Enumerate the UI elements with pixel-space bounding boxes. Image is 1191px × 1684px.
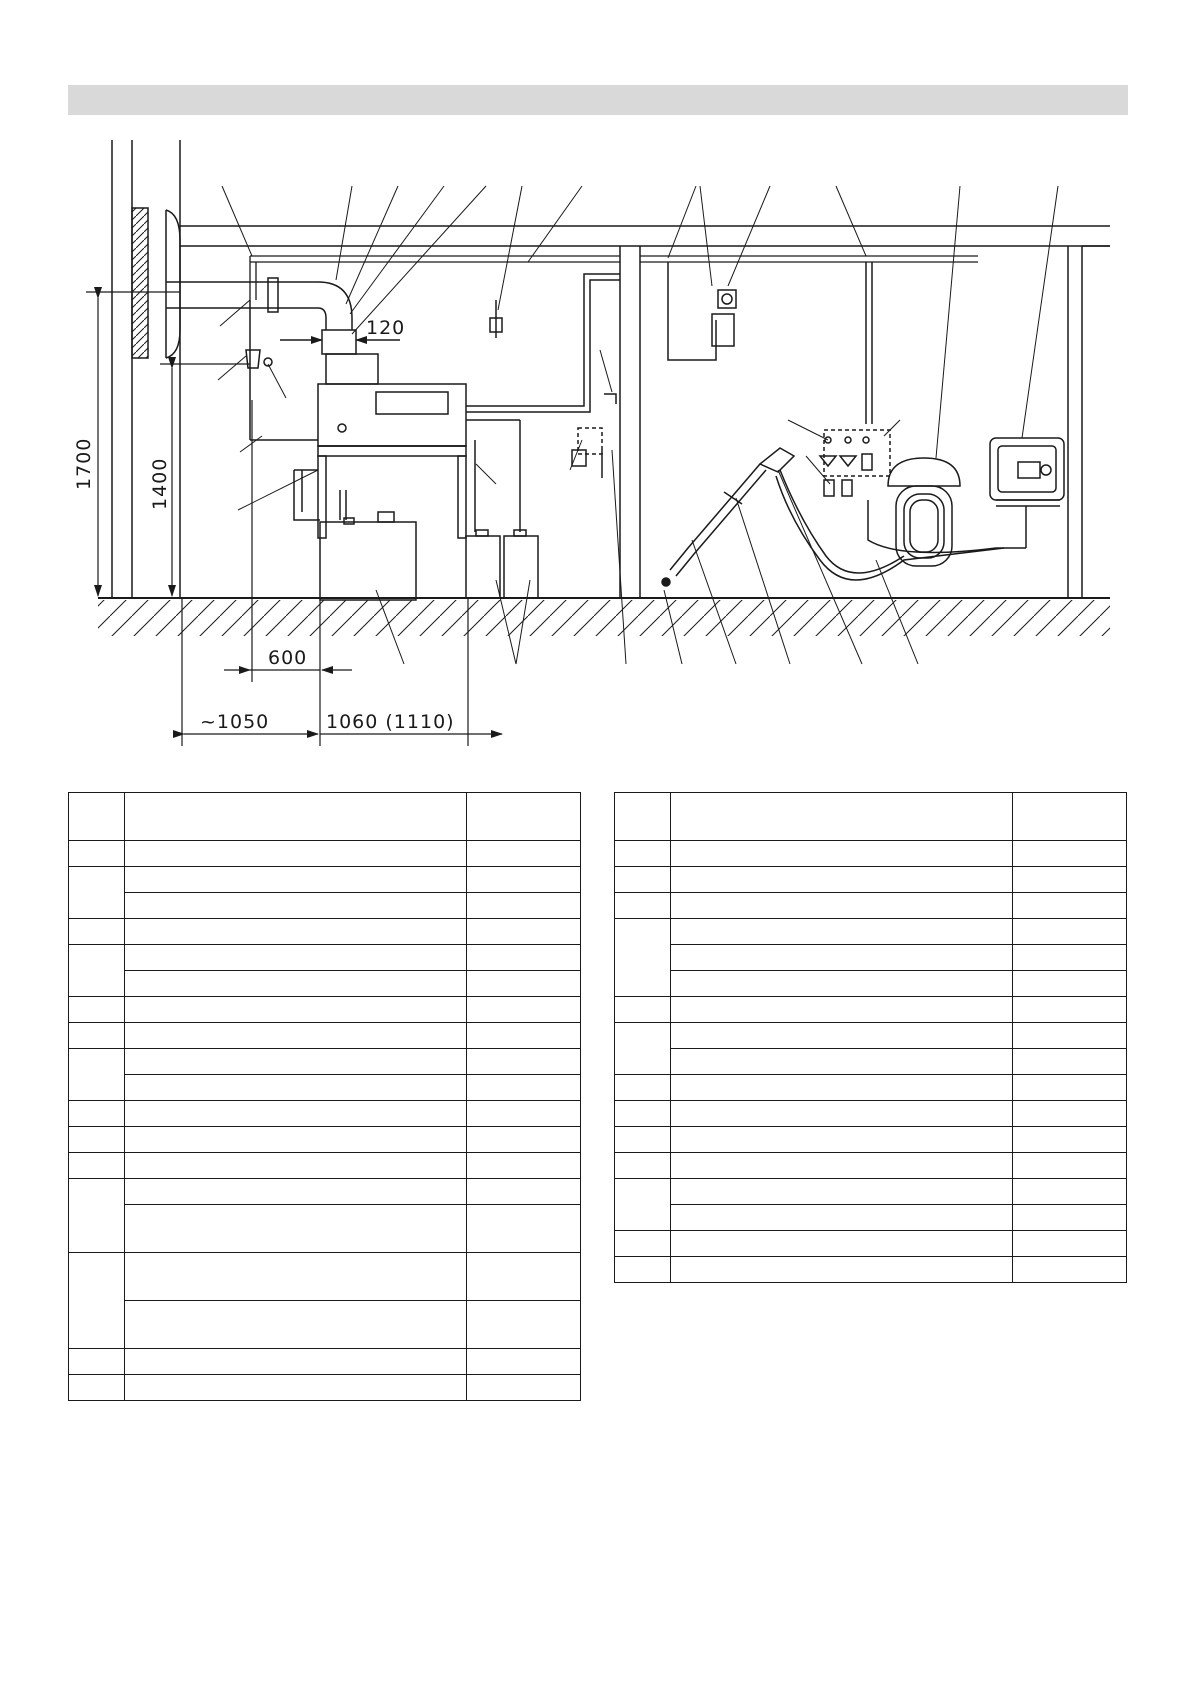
- table-cell: [1012, 867, 1126, 893]
- dimension-1060: 1060 (1110): [326, 711, 455, 733]
- supply-pipe: [250, 256, 978, 300]
- table-row: [69, 867, 581, 893]
- table-cell: [466, 1179, 580, 1205]
- table-cell: [125, 1205, 467, 1253]
- table-cell: [125, 1023, 467, 1049]
- table-cell: [671, 997, 1013, 1023]
- table-cell: [1012, 971, 1126, 997]
- table-cell: [1012, 945, 1126, 971]
- dimension-1400: 1400: [149, 457, 171, 510]
- table-cell: [671, 1023, 1013, 1049]
- table-cell: [69, 919, 125, 945]
- table-row: [69, 1023, 581, 1049]
- table-row: [69, 971, 581, 997]
- table-row: [69, 1049, 581, 1075]
- table-row: [615, 1179, 1127, 1205]
- table-row: [615, 1023, 1127, 1049]
- table-cell: [671, 1205, 1013, 1231]
- inlet-fittings: [246, 300, 346, 520]
- table-cell: [1012, 1205, 1126, 1231]
- table-row: [615, 1257, 1127, 1283]
- table-row: [615, 997, 1127, 1023]
- table-cell: [615, 1023, 671, 1075]
- table-cell: [69, 997, 125, 1023]
- table-row: [615, 893, 1127, 919]
- table-cell: [466, 997, 580, 1023]
- table-cell: [615, 841, 671, 867]
- detergent-canisters: [466, 420, 538, 598]
- table-cell: [466, 1023, 580, 1049]
- dimension-120: 120: [366, 317, 406, 339]
- table-cell: [69, 1349, 125, 1375]
- pressure-switch: [490, 300, 502, 338]
- table-cell: [466, 793, 580, 841]
- table-row: [615, 841, 1127, 867]
- table-cell: [1012, 919, 1126, 945]
- table-row: [615, 919, 1127, 945]
- table-cell: [125, 971, 467, 997]
- table-cell: [671, 919, 1013, 945]
- table-cell: [615, 1231, 671, 1257]
- table-row: [69, 1075, 581, 1101]
- table-cell: [125, 1375, 467, 1401]
- table-cell: [125, 1127, 467, 1153]
- table-cell: [1012, 1101, 1126, 1127]
- table-cell: [615, 793, 671, 841]
- hose-reel-cabinet: [990, 438, 1064, 548]
- table-cell: [125, 919, 467, 945]
- table-cell: [1012, 1049, 1126, 1075]
- table-cell: [615, 997, 671, 1023]
- table-row: [615, 793, 1127, 841]
- table-row: [615, 867, 1127, 893]
- table-cell: [1012, 1153, 1126, 1179]
- table-cell: [466, 971, 580, 997]
- table-row: [69, 1375, 581, 1401]
- table-cell: [466, 1301, 580, 1349]
- water-connection: [466, 274, 620, 478]
- table-cell: [671, 841, 1013, 867]
- table-cell: [125, 945, 467, 971]
- table-cell: [125, 1049, 467, 1075]
- table-cell: [466, 1349, 580, 1375]
- table-row: [69, 793, 581, 841]
- table-cell: [1012, 793, 1126, 841]
- dimension-600: 600: [268, 647, 308, 669]
- table-cell: [69, 1179, 125, 1253]
- table-cell: [466, 919, 580, 945]
- table-cell: [671, 1101, 1013, 1127]
- table-row: [69, 1253, 581, 1301]
- table-cell: [125, 1101, 467, 1127]
- table-cell: [1012, 1179, 1126, 1205]
- table-cell: [466, 1253, 580, 1301]
- exhaust-pipe: [166, 278, 400, 354]
- table-row: [615, 971, 1127, 997]
- table-cell: [466, 1075, 580, 1101]
- table-cell: [1012, 841, 1126, 867]
- table-row: [615, 945, 1127, 971]
- timer-box: [668, 262, 736, 360]
- table-row: [69, 1349, 581, 1375]
- table-cell: [671, 793, 1013, 841]
- table-row: [69, 1301, 581, 1349]
- table-cell: [125, 1075, 467, 1101]
- table-cell: [671, 1231, 1013, 1257]
- table-cell: [69, 1101, 125, 1127]
- table-cell: [125, 997, 467, 1023]
- table-cell: [125, 793, 467, 841]
- table-cell: [125, 1253, 467, 1301]
- table-row: [615, 1231, 1127, 1257]
- table-cell: [1012, 893, 1126, 919]
- table-cell: [125, 893, 467, 919]
- table-cell: [466, 867, 580, 893]
- table-cell: [69, 841, 125, 867]
- table-cell: [466, 1205, 580, 1253]
- table-row: [69, 1101, 581, 1127]
- table-cell: [466, 945, 580, 971]
- table-cell: [1012, 1231, 1126, 1257]
- table-cell: [69, 1375, 125, 1401]
- parts-table-right: [614, 792, 1127, 1283]
- table-row: [69, 1205, 581, 1253]
- table-cell: [671, 1127, 1013, 1153]
- table-cell: [671, 1153, 1013, 1179]
- table-cell: [1012, 1257, 1126, 1283]
- table-cell: [615, 919, 671, 997]
- table-cell: [615, 1257, 671, 1283]
- table-cell: [671, 1075, 1013, 1101]
- table-row: [69, 919, 581, 945]
- table-cell: [69, 945, 125, 997]
- table-cell: [671, 1049, 1013, 1075]
- table-cell: [466, 1049, 580, 1075]
- table-row: [69, 1179, 581, 1205]
- table-cell: [671, 971, 1013, 997]
- table-cell: [671, 893, 1013, 919]
- table-cell: [125, 1349, 467, 1375]
- table-cell: [69, 1127, 125, 1153]
- table-row: [69, 1153, 581, 1179]
- table-cell: [671, 1179, 1013, 1205]
- table-cell: [69, 793, 125, 841]
- table-cell: [125, 841, 467, 867]
- table-cell: [615, 1075, 671, 1101]
- table-row: [615, 1075, 1127, 1101]
- table-cell: [466, 893, 580, 919]
- dimension-1050: ~1050: [200, 711, 270, 733]
- table-row: [615, 1205, 1127, 1231]
- spray-gun: [662, 448, 794, 586]
- dimension-1700: 1700: [73, 437, 95, 490]
- table-cell: [69, 1253, 125, 1349]
- valve-assembly: [824, 430, 890, 476]
- installation-diagram: [0, 0, 1191, 760]
- fuel-tank: [320, 512, 416, 600]
- table-row: [69, 997, 581, 1023]
- table-cell: [466, 841, 580, 867]
- table-row: [69, 1127, 581, 1153]
- valve-parts: [820, 437, 872, 496]
- table-row: [69, 945, 581, 971]
- table-cell: [466, 1127, 580, 1153]
- table-cell: [125, 1153, 467, 1179]
- table-cell: [671, 1257, 1013, 1283]
- table-cell: [1012, 1023, 1126, 1049]
- table-cell: [615, 1101, 671, 1127]
- drop-pipe: [866, 262, 872, 424]
- table-cell: [69, 1153, 125, 1179]
- table-cell: [69, 1023, 125, 1049]
- table-cell: [671, 945, 1013, 971]
- table-row: [69, 841, 581, 867]
- table-cell: [615, 893, 671, 919]
- left-wall: [112, 140, 180, 598]
- table-cell: [125, 1179, 467, 1205]
- table-cell: [125, 1301, 467, 1349]
- floor: [98, 598, 1110, 636]
- table-row: [615, 1153, 1127, 1179]
- table-cell: [466, 1375, 580, 1401]
- table-cell: [1012, 1127, 1126, 1153]
- table-row: [615, 1127, 1127, 1153]
- table-cell: [615, 1127, 671, 1153]
- table-cell: [466, 1153, 580, 1179]
- table-cell: [69, 867, 125, 919]
- table-cell: [615, 1153, 671, 1179]
- table-cell: [466, 1101, 580, 1127]
- table-row: [615, 1049, 1127, 1075]
- table-cell: [615, 1179, 671, 1231]
- table-row: [615, 1101, 1127, 1127]
- table-cell: [1012, 1075, 1126, 1101]
- table-cell: [125, 867, 467, 893]
- parts-table-left: [68, 792, 581, 1401]
- table-cell: [615, 867, 671, 893]
- table-cell: [69, 1049, 125, 1101]
- table-cell: [671, 867, 1013, 893]
- table-cell: [1012, 997, 1126, 1023]
- table-row: [69, 893, 581, 919]
